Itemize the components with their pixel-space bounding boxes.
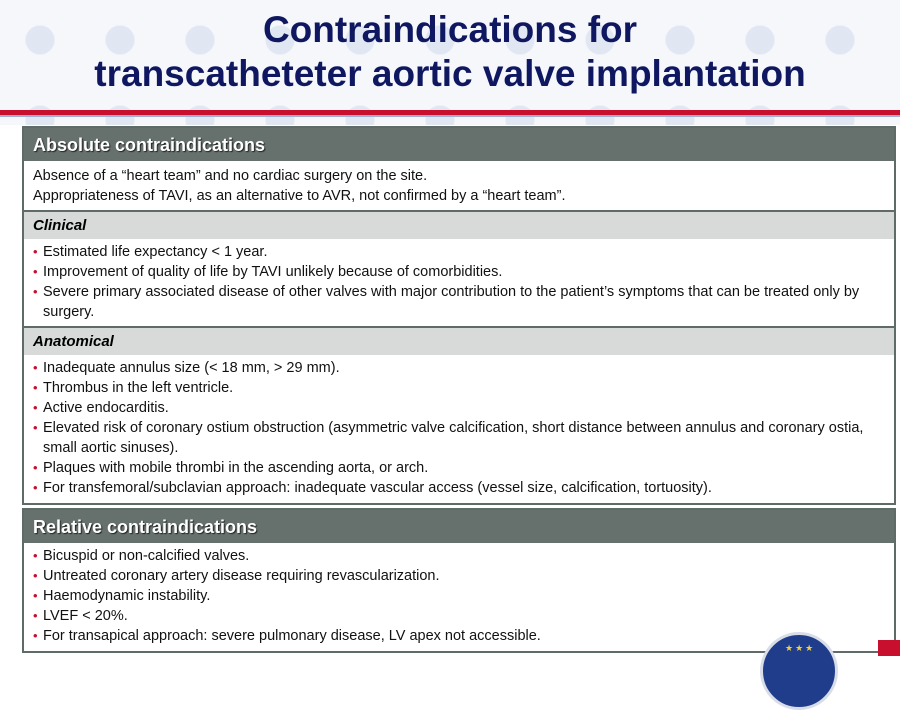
list-item: • For transapical approach: severe pulmonary disease, LV apex not accessible. (33, 628, 541, 644)
list-item: • Improvement of quality of life by TAVI unlikely because of comorbidities. (33, 264, 503, 280)
list-item: • Bicuspid or non-calcified valves. (33, 548, 250, 564)
bullet-icon: • (33, 284, 38, 299)
clinical-subheader: Clinical (24, 212, 894, 239)
bullet-icon: • (33, 360, 38, 375)
bullet-icon: • (33, 400, 38, 415)
list-item: • Inadequate annulus size (< 18 mm, > 29 mm). (33, 360, 340, 376)
clinical-list (24, 239, 894, 326)
bullet-icon: • (33, 628, 38, 643)
bullet-icon: • (33, 380, 38, 395)
list-item: • For transfemoral/subclavian approach: inadequate vascular access (vessel size, calcification, tortuosity). (33, 480, 712, 496)
absolute-intro (24, 161, 894, 212)
list-item: • Plaques with mobile thrombi in the ascending aorta, or arch. (33, 460, 429, 476)
anatomical-list (24, 355, 894, 502)
bullet-icon: • (33, 480, 38, 495)
list-item: • Haemodynamic instability. (33, 588, 211, 604)
bullet-icon: • (33, 420, 38, 435)
bullet-icon: • (33, 264, 38, 279)
title-divider-blue (0, 115, 900, 117)
list-item: • Estimated life expectancy < 1 year. (33, 244, 268, 260)
society-seal-icon (760, 632, 838, 710)
slide-title-line2: transcatheteter aortic valve implantation (94, 53, 806, 94)
bullet-icon: • (33, 568, 38, 583)
absolute-contraindications-box (22, 126, 896, 505)
absolute-intro-line: Absence of a “heart team” and no cardiac surgery on the site. (33, 168, 428, 184)
list-item: • Thrombus in the left ventricle. (33, 380, 234, 396)
seal-stars-icon: ★★★ (785, 643, 816, 653)
list-item: • Severe primary associated disease of other valves with major contribution to the patient’s symptoms that can be treated only by surgery. (33, 284, 860, 320)
relative-contraindications-header: Relative contraindications (24, 510, 894, 543)
bullet-icon: • (33, 460, 38, 475)
absolute-intro-line: Appropriateness of TAVI, as an alternative to AVR, not confirmed by a “heart team”. (33, 188, 566, 204)
list-item: • Untreated coronary artery disease requiring revascularization. (33, 568, 440, 584)
bullet-icon: • (33, 608, 38, 623)
bullet-icon: • (33, 244, 38, 259)
bullet-icon: • (33, 588, 38, 603)
list-item: • Elevated risk of coronary ostium obstruction (asymmetric valve calcification, short distance between annulus and coronary ostia, small aortic sinuses). (33, 420, 864, 456)
absolute-contraindications-header: Absolute contraindications (24, 128, 894, 161)
relative-list (24, 543, 894, 650)
corner-logo-mark (878, 640, 900, 656)
list-item: • LVEF < 20%. (33, 608, 128, 624)
list-item: • Active endocarditis. (33, 400, 169, 416)
anatomical-subheader: Anatomical (24, 328, 894, 355)
bullet-icon: • (33, 548, 38, 563)
relative-contraindications-box (22, 508, 896, 653)
slide-title-line1: Contraindications for (262, 9, 638, 50)
slide-title (0, 8, 900, 96)
